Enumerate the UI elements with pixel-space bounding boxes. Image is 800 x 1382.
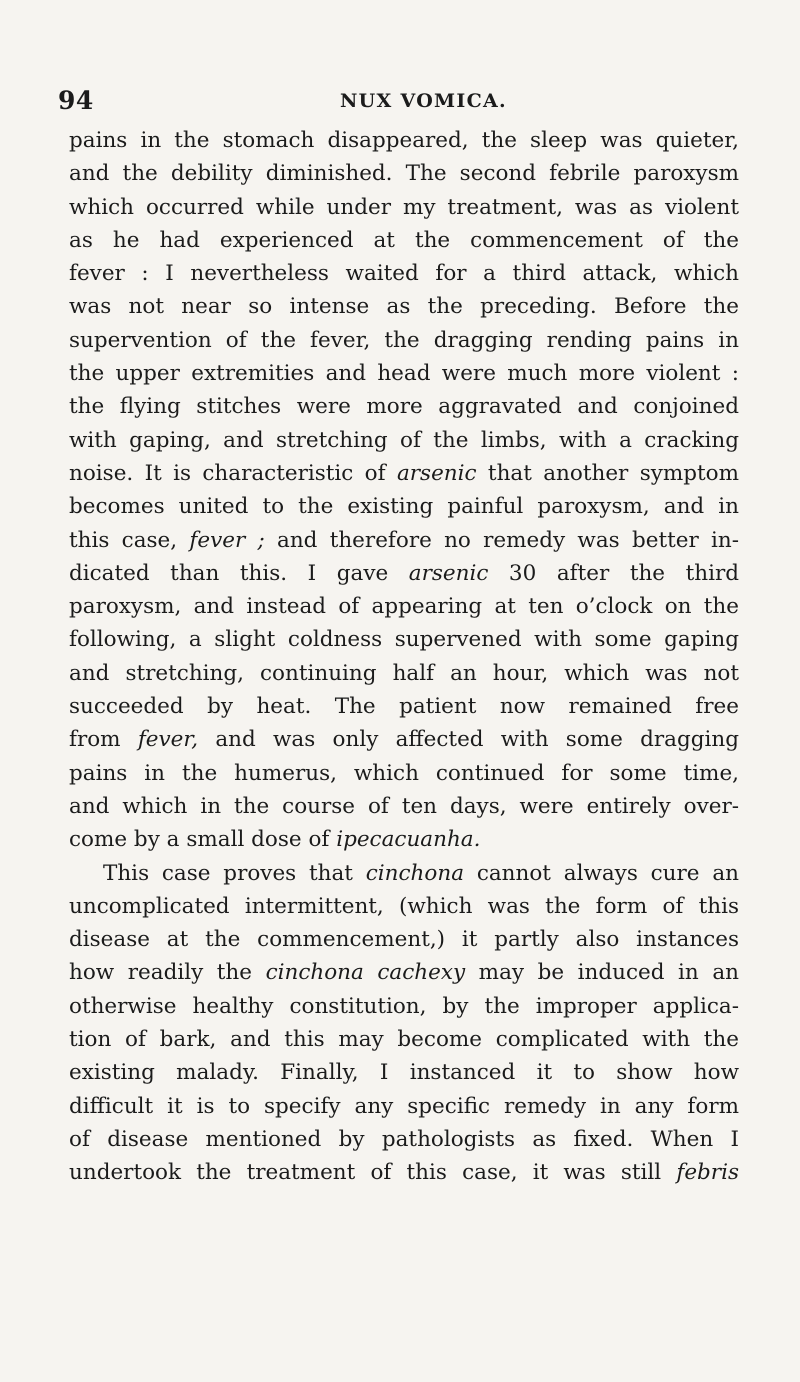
text-run: This case proves that (103, 860, 366, 886)
page-number: 94 (58, 86, 94, 115)
text-line (69, 357, 739, 390)
text-line (69, 390, 739, 423)
page-header (0, 86, 800, 116)
text-run: how readily the (69, 960, 266, 986)
text-run: and which in the course of ten days, were entirely over- (69, 793, 739, 819)
text-run: difficult it is to specify any specific remedy in any form (69, 1093, 739, 1119)
text-run: pains in the stomach disappeared, the sleep was quieter, (69, 128, 739, 153)
text-line (69, 823, 739, 856)
text-line (69, 623, 739, 656)
text-line (69, 1023, 739, 1056)
text-run: and therefore no remedy was better in- (264, 527, 739, 553)
text-line (69, 990, 739, 1023)
text-run: disease at the commencement,) it partly also instances (69, 927, 739, 953)
text-run: becomes united to the existing painful paroxysm, and in (69, 494, 739, 520)
text-line (69, 890, 739, 923)
text-line (69, 490, 739, 523)
text-run: 30 after the third (488, 560, 739, 586)
text-run: cannot always cure an (464, 860, 739, 886)
text-run: supervention of the fever, the dragging rending pains in (69, 327, 739, 353)
text-line (69, 1156, 739, 1189)
text-line (69, 124, 739, 157)
text-run: from (69, 727, 138, 753)
italic-term: fever ; (189, 527, 265, 553)
text-line (69, 590, 739, 623)
text-run: which occurred while under my treatment, was as violent (69, 194, 739, 220)
text-line (69, 557, 739, 590)
text-run: noise. It is characteristic of (69, 460, 397, 486)
text-run: pains in the humerus, which continued for some time, (69, 760, 739, 786)
text-run: and was only affected with some dragging (198, 727, 739, 753)
italic-term: fever, (137, 727, 199, 753)
text-run: the upper extremities and head were much more violent : (69, 361, 739, 387)
text-line (69, 956, 739, 989)
text-run: fever : I nevertheless waited for a third attack, which (69, 261, 739, 287)
italic-term: febris (676, 1160, 739, 1186)
text-run: come by a small dose of (69, 827, 337, 853)
text-run: and the debility diminished. The second febrile paroxysm (69, 161, 739, 187)
text-line (69, 723, 739, 756)
text-line (69, 1123, 739, 1156)
text-line (69, 923, 739, 956)
running-head: NUX VOMICA. (340, 90, 507, 112)
text-line (69, 524, 739, 557)
text-run: otherwise healthy constitution, by the improper applica- (69, 993, 739, 1019)
text-line (69, 257, 739, 290)
text-run: and stretching, continuing half an hour, which was not (69, 660, 739, 686)
text-run: succeeded by heat. The patient now remained free (69, 694, 739, 720)
text-run: paroxysm, and instead of appearing at ten o’clock on the (69, 594, 739, 620)
text-line (69, 290, 739, 323)
text-run: this case, (69, 527, 190, 553)
body-text (69, 124, 739, 1190)
text-run: following, a slight coldness supervened with some gaping (69, 627, 739, 653)
text-line (69, 790, 739, 823)
text-run: existing malady. Finally, I instanced it to show how (69, 1060, 739, 1086)
text-run: dicated than this. I gave (69, 560, 409, 586)
italic-term: cinchona cachexy (265, 960, 466, 986)
text-run: that another symptom (476, 460, 739, 486)
text-run: as he had experienced at the commencement of the (69, 227, 739, 253)
text-line (69, 1090, 739, 1123)
text-line (69, 657, 739, 690)
text-line (69, 157, 739, 190)
italic-term: arsenic (396, 460, 477, 486)
text-line (69, 324, 739, 357)
text-line (69, 224, 739, 257)
text-line (69, 457, 739, 490)
text-run: may be induced in an (465, 960, 739, 986)
text-line (69, 690, 739, 723)
text-run: was not near so intense as the preceding. Before the (69, 294, 739, 320)
text-line (69, 1056, 739, 1089)
text-line (69, 424, 739, 457)
text-run: the flying stitches were more aggravated and conjoined (69, 394, 739, 420)
text-run: uncomplicated intermittent, (which was the form of this (69, 893, 739, 919)
text-run: tion of bark, and this may become complicated with the (69, 1027, 739, 1053)
text-run: undertook the treatment of this case, it was still (69, 1160, 677, 1186)
italic-term: ipecacuanha. (336, 827, 481, 853)
text-line (69, 857, 739, 890)
italic-term: arsenic (408, 560, 489, 586)
text-line (69, 757, 739, 790)
text-run: with gaping, and stretching of the limbs, with a cracking (69, 427, 739, 453)
italic-term: cinchona (365, 860, 465, 886)
text-line (69, 191, 739, 224)
text-run: of disease mentioned by pathologists as fixed. When I (69, 1126, 739, 1152)
